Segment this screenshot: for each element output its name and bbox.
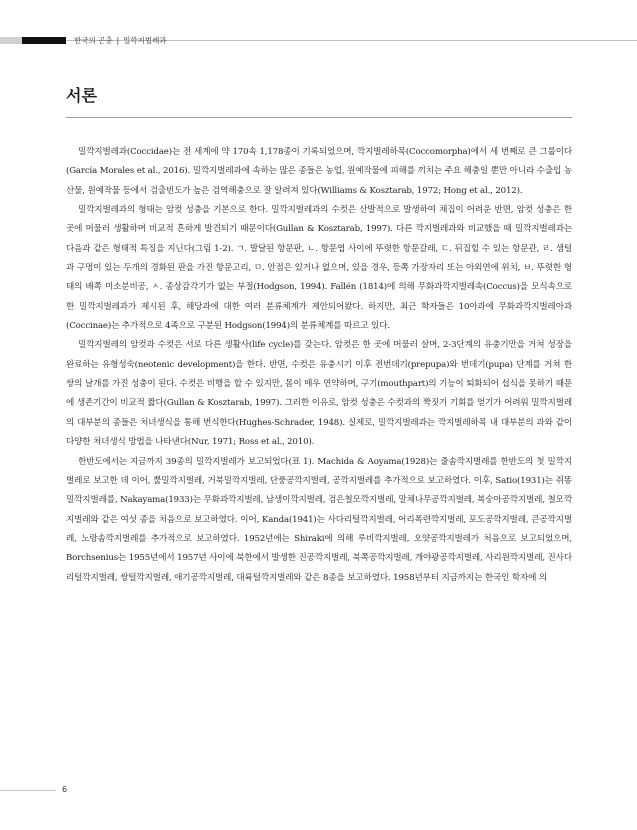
running-header-topic: 밀깍지벌레과 xyxy=(123,36,167,45)
body-text xyxy=(66,143,572,588)
header-bar-dark xyxy=(22,37,66,44)
paragraph-3: 밀깍지벌레의 암컷과 수컷은 서로 다른 생활사(life cycle)를 갖는다. 암컷은 한 곳에 머물러 살며, 2-3단계의 유충기만을 거쳐 성장을 완료하는 유형성숙(neotenic development)을 한다. 반면, 수컷은 유충시기 이후 전번데기(prepupa)와 번데기(pupa) 단계를 거쳐 한 쌍의 날개를 가진 성충이 된다. 수컷은 비행을 할 수 있지만, 몸이 매우 연약하며, 구기(mouthpart)의 기능이 퇴화되어 섭식을 못하기 때문에 생존기간이 비교적 짧다(Gullan & Kosztarab, 1997). 그러한 이유로, 암컷 성충은 수컷과의 짝짓기 기회를 얻기가 어려워 밀깍지벌레의 대부분의 종들은 처녀생식을 통해 번식한다(Hughes-Schrader, 1948). 실제로, 밀깍지벌레과는 깍지벌레하목 내 대부분의 과와 같이 다양한 처녀생식 방법을 나타낸다(Nur, 1971; Ross et al., 2010). xyxy=(66,340,572,448)
title-rule xyxy=(66,117,572,118)
paragraph-1: 밀깍지벌레과(Coccidae)는 전 세계에 약 170속 1,178종이 기록되었으며, 깍지벌레하목(Coccomorpha)에서 세 번째로 큰 그룹이다(García Morales et al., 2016). 밀깍지벌레과에 속하는 많은 종들은 농업, 원예작물에 피해를 끼치는 주요 해충일 뿐만 아니라 수출입 농산물, 원예작물 등에서 검출빈도가 높은 검역해충으로 잘 알려져 있다(Williams & Kosztarab, 1972; Hong et al., 2012). xyxy=(66,147,572,196)
section-title: 서론 xyxy=(66,86,97,105)
running-header-separator: | xyxy=(116,36,120,45)
header-bar-light xyxy=(0,37,22,44)
paragraph-4: 한반도에서는 지금까지 39종의 밀깍지벌레가 보고되었다(표 1). Machida & Aoyama(1928)는 줄솜깍지벌레를 한반도의 첫 밀깍지벌레로 보고한 데 이어, 뿔밀깍지벌레, 거북밀깍지벌레, 단풍공깍지벌레, 공깍지벌레를 추가적으로 보고하였다. 이후, Satio(1931)는 쥐똥밀깍지벌레를, Nakayama(1933)는 무화과깍지벌레, 남생이깍지벌레, 검은철모깍지벌레, 말채나무공깍지벌레, 복숭아공깍지벌레, 철모깍지벌레와 같은 여섯 종을 처음으로 보고하였다. 이어, Kanda(1941)는 사다리털깍지벌레, 어리폭련깍지벌레, 포도공깍지벌레, 큰공깍지벌레, 노랑솜깍지벌레를 추가적으로 보고하였다. 1952년에는 Shiraki에 의해 루비깍지벌레, 오얏공깍지벌레가 처음으로 보고되었으며, Borchsenius는 1955년에서 1957년 사이에 북한에서 발생한 진공깍지벌레, 북쪽공깍지벌레, 개야광공깍지벌레, 사리원깍지벌레, 진사다리털깍지벌레, 쌍털깍지벌레, 애기공깍지벌레, 대륙털깍지벌레와 같은 8종을 보고하였다. 1958년부터 지금까지는 한국인 학자에 의 xyxy=(66,456,572,583)
paragraph-2: 밀깍지벌레과의 형태는 암컷 성충을 기본으로 한다. 밀깍지벌레과의 수컷은 산발적으로 발생하여 채집이 어려운 반면, 암컷 성충은 한 곳에 머물러 생활하며 비교적 흔하게 발견되기 때문이다(Gullan & Kosztarab, 1997). 다른 깍지벌레과와 비교했을 때 밀깍지벌레과는 다음과 같은 형태적 특징을 지닌다(그림 1-2). ㄱ. 발달된 항문판, ㄴ. 항문엽 사이에 뚜렷한 항문갈래, ㄷ. 뒤집힐 수 있는 항문관, ㄹ. 샘털과 구멍이 있는 두개의 경화된 판을 가진 항문고리, ㅁ. 안점은 있거나 없으며, 있을 경우, 등쪽 가장자리 또는 아외연에 위치, ㅂ. 뚜렷한 형태의 배쪽 미소분비공, ㅅ. 종상감각기가 없는 부절(Hodgson, 1994). Fallén (1814)에 의해 무화과깍지벌레속(Coccus)을 모식속으로 한 밀깍지벌레과가 제시된 후, 해당과에 대한 여러 분류체계가 제안되어왔다. 하지만, 최근 학자들은 10아과에 무화과깍지벌레아과(Coccinae)는 추가적으로 4족으로 구분된 Hodgson(1994)의 분류체계를 따르고 있다. xyxy=(66,205,572,332)
running-header xyxy=(74,35,167,46)
running-header-series: 한국의 곤충 xyxy=(74,36,113,45)
page-number: 6 xyxy=(62,785,68,794)
footer-rule xyxy=(0,790,56,791)
